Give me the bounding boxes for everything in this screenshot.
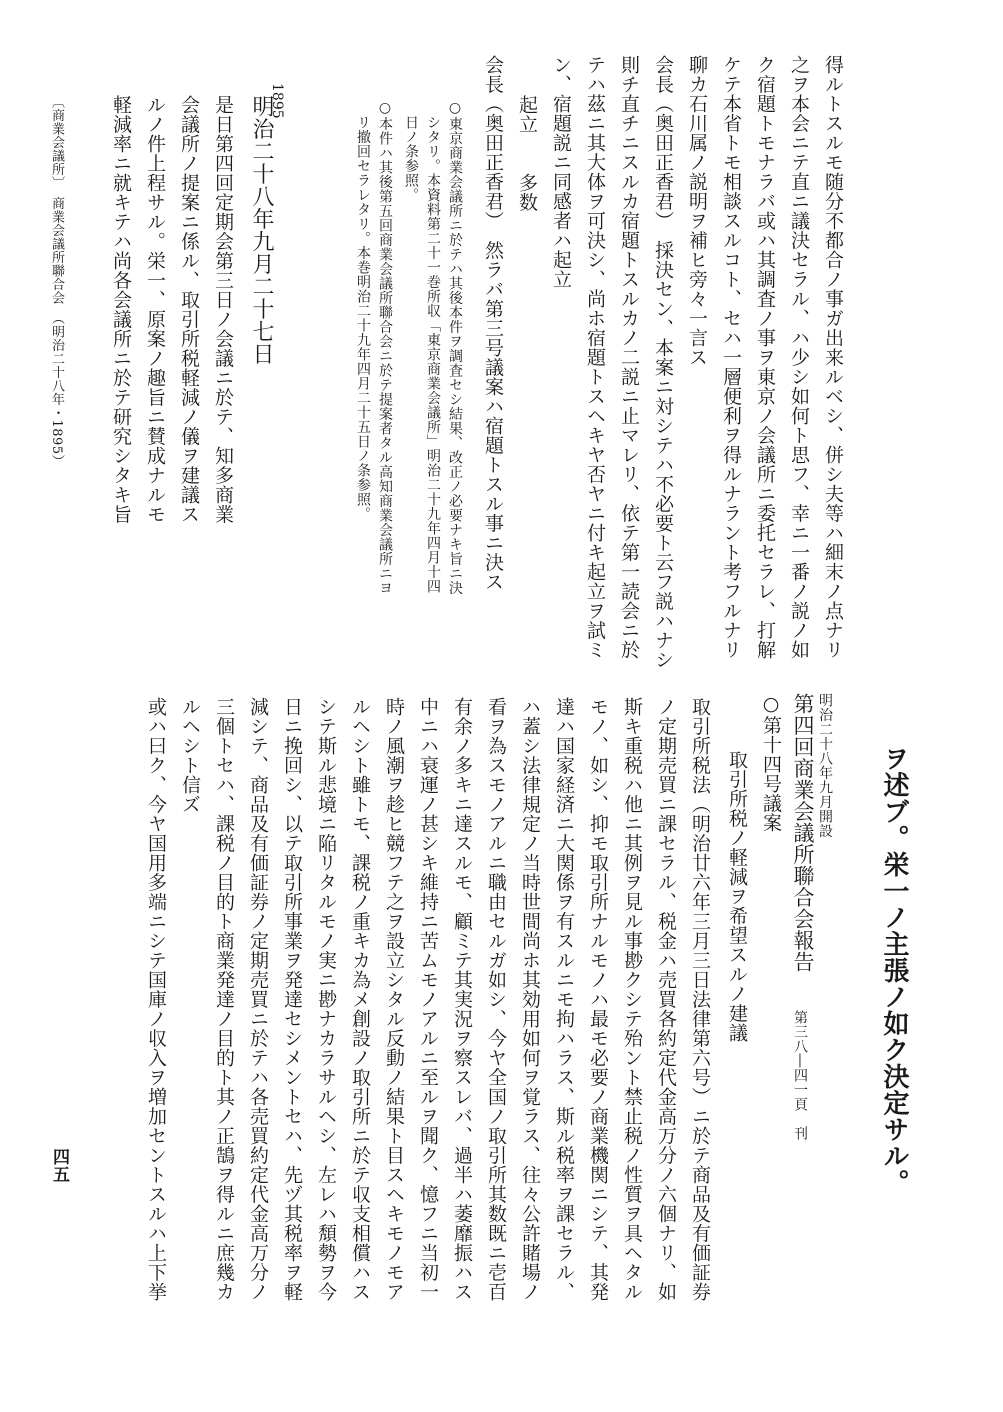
proposal-line-11: ルヘシト雖トモ、課税ノ重キカ為メ創設ノ取引所ニ於テ収支相償ハス bbox=[349, 697, 371, 1302]
page-number: 四五 bbox=[49, 1148, 69, 1183]
upper-line-2: 之ヲ本会ニテ直ニ議決セラル、ハ少シ如何ト思フ、幸ニ一番ノ説ノ如 bbox=[788, 55, 810, 660]
upper-line-5: 聊カ石川属ノ説明ヲ補ヒ旁々一言ス bbox=[686, 55, 708, 367]
summary-line-1: 是日第四回定期会第三日ノ会議ニ於テ、知多商業 bbox=[212, 95, 234, 524]
proposal-line-17: 或ハ曰ク、今ヤ国用多端ニシテ国庫ノ収入ヲ増加セントスルハ上下挙 bbox=[145, 697, 167, 1302]
proposal-line-6: ハ蓋シ法律規定ノ当時世間尚ホ其効用如何ヲ覚ラス、往々公許賭場ノ bbox=[519, 697, 541, 1302]
running-header: 〔商業会議所〕 商業会議所聯合会 （明治二十八年・1895） bbox=[49, 95, 64, 469]
summary-line-4: 軽減率ニ就キテハ尚各会議所ニ於テ研究シタキ旨 bbox=[110, 95, 132, 524]
agenda-title: ○第十四号議案 bbox=[760, 693, 782, 833]
upper-line-6: 会長（奥田正香君） 採決セン、本案ニ対シテハ不必要ト云フ説ハナシ bbox=[652, 55, 674, 670]
note-2-line-2: リ撤回セラレタリ。本巻明治二十九年四月二十五日ノ条参照。 bbox=[355, 115, 371, 521]
proposal-line-16: ルヘシト信ズ bbox=[179, 697, 201, 814]
proposal-line-10: 時ノ風潮ヲ趁ヒ競フテ之ヲ設立シタル反動ノ結果ト目スヘキモノモア bbox=[383, 697, 405, 1302]
proposal-line-15: 三個トセハ、課税ノ目的ト商業発達ノ目的ト其ノ正鵠ヲ得ルニ庶幾カ bbox=[213, 697, 235, 1302]
upper-line-4: ケテ本省トモ相談スルコト、セハ一層便利ヲ得ルナラント考フルナリ bbox=[720, 55, 742, 660]
proposal-line-5: 達ハ国家経済ニ大関係ヲ有スルニモ拘ハラス、斯ル税率ヲ課セラル、 bbox=[553, 697, 575, 1302]
summary-line-3: ルノ件上程サル。栄一、原案ノ趣旨ニ賛成ナルモ bbox=[144, 95, 166, 524]
vote-result: 起立 多数 bbox=[516, 95, 538, 212]
source-title: 第四回商業会議所聯合会報告 bbox=[791, 693, 815, 973]
note-1-line-1: ○東京商業会議所ニ於テハ其後本件ヲ調査セシ結果、改正ノ必要ナキ旨ニ決 bbox=[447, 100, 463, 595]
proposal-line-4: モノ、如シ、抑モ取引所ナルモノハ最モ必要ノ商業機関ニシテ、其発 bbox=[587, 697, 609, 1302]
upper-line-9: ン、宿題説ニ同感者ハ起立 bbox=[550, 55, 572, 289]
proposal-line-3: 斯キ重税ハ他ニ其例ヲ見ル事尠クシテ殆ント禁止税ノ性質ヲ具ヘタル bbox=[621, 697, 643, 1302]
proposal-line-8: 有余ノ多キニ達スルモ、顧ミテ其実況ヲ察スレバ、過半ハ萎靡振ハス bbox=[451, 697, 473, 1302]
summary-line-2: 会議所ノ提案ニ係ル、取引所税軽減ノ儀ヲ建議ス bbox=[178, 95, 200, 524]
western-year: 1895 bbox=[269, 83, 285, 119]
source-pages: 第三八―四一頁 刊 bbox=[792, 1010, 808, 1141]
note-1-line-3: 日ノ条参照。 bbox=[403, 115, 419, 202]
upper-line-8: テハ茲ニ其大体ヲ可決シ、尚ホ宿題トスヘキヤ否ヤニ付キ起立ヲ試ミ bbox=[584, 55, 606, 660]
agenda-subtitle: 取引所税ノ軽減ヲ希望スルノ建議 bbox=[726, 750, 748, 1043]
conclusion-line: ヲ述ブ。栄一ノ主張ノ如ク決定サル。 bbox=[879, 745, 909, 1196]
source-date: 明治二十八年九月開設 bbox=[817, 693, 833, 838]
proposal-line-9: 中ニハ衰運ノ甚シキ維持ニ苦ムモノアルニ至ルヲ聞ク、憶フニ当初一 bbox=[417, 697, 439, 1302]
proposal-line-1: 取引所税法（明治廿六年三月三日法律第六号）ニ於テ商品及有価証券 bbox=[689, 697, 711, 1302]
proposal-line-13: 日ニ挽回シ、以テ取引所事業ヲ発達セシメントセハ、先ヅ其税率ヲ軽 bbox=[281, 697, 303, 1302]
entry-date: 明治二十八年九月二十七日 bbox=[249, 95, 274, 365]
chair-decision: 会長（奥田正香君） 然ラバ第三号議案ハ宿題トスル事ニ決ス bbox=[482, 55, 504, 592]
proposal-line-12: シテ斯ル悲境ニ陥リタルモノ実ニ尠ナカラサルヘシ、左レハ頽勢ヲ今 bbox=[315, 697, 337, 1302]
upper-line-7: 則チ直チニスルカ宿題トスルカノ二説ニ止マレリ、依テ第一読会ニ於 bbox=[618, 55, 640, 660]
upper-line-1: 得ルトスルモ随分不都合ノ事ガ出来ルベシ、併シ夫等ハ細末ノ点ナリ bbox=[822, 55, 844, 660]
proposal-line-2: ノ定期売買ニ課セラル、税金ハ売買各約定代金高万分ノ六個ナリ、如 bbox=[655, 697, 677, 1302]
upper-line-3: ク宿題トモナラバ或ハ其調査ノ事ヲ東京ノ会議所ニ委托セラレ、打解 bbox=[754, 55, 776, 660]
note-1-line-2: シタリ。本資料第二十一巻所収「東京商業会議所」明治二十九年四月十四 bbox=[425, 115, 441, 594]
proposal-line-7: 看ヲ為スモノアルニ職由セルガ如シ、今ヤ全国ノ取引所其数既ニ壱百 bbox=[485, 697, 507, 1302]
note-2-line-1: ○本件ハ其後第五回商業会議所聯合会ニ於テ提案者タル高知商業会議所ニヨ bbox=[377, 100, 393, 595]
proposal-line-14: 減シテ、商品及有価証券ノ定期売買ニ於テハ各売買約定代金高万分ノ bbox=[247, 697, 269, 1302]
